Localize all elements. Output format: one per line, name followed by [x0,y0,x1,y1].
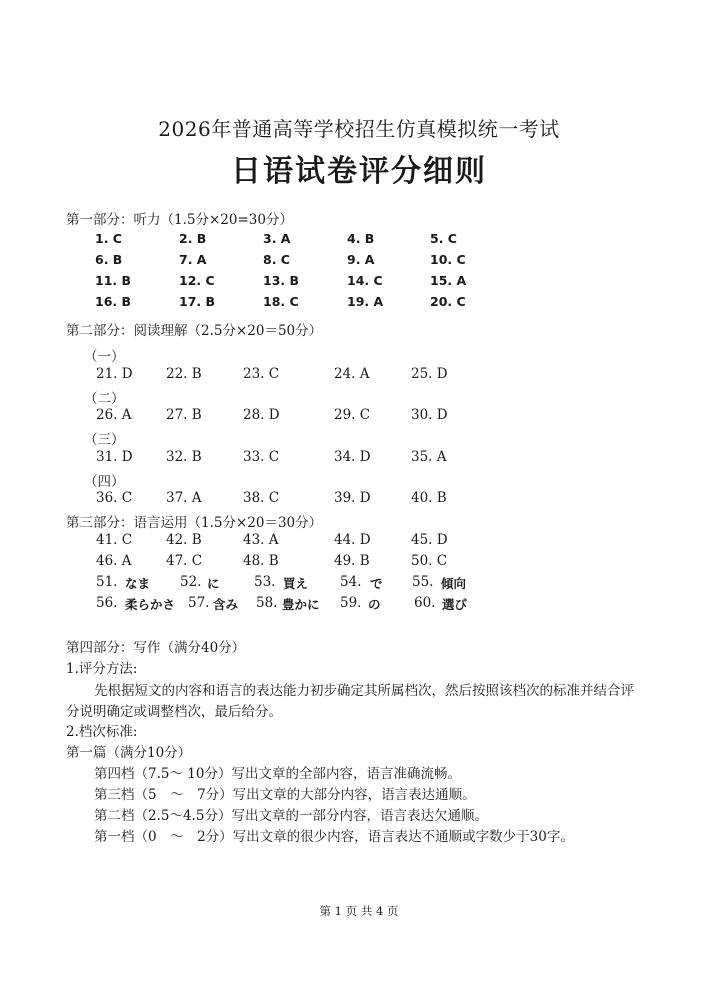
answer: 38. C [243,490,280,506]
answer: 50. C [411,553,448,569]
part4-heading: 第四部分：写作（满分40分） [66,640,246,656]
answer: 8. C [263,252,290,267]
level-1: 第一档（0 ～ 2分）写出文章的很少内容，语言表达不通顺或字数少于30字。 [94,829,574,845]
method-text-line-1: 先根据短文的内容和语言的表达能力初步确定其所属档次，然后按照该档次的标准并结合评 [94,683,634,699]
fill-answer: なま [125,576,151,591]
answer: 29. C [334,407,371,423]
answer: 10. C [430,252,466,267]
answer: 20. C [430,294,466,309]
question-number: 52. [180,574,202,590]
answer: 35. A [411,449,447,465]
group-label: （一） [84,349,125,365]
answer: 6. B [95,252,123,267]
answer: 24. A [334,366,370,382]
question-number: 55. [412,574,434,590]
answer: 17. B [179,294,216,309]
answer: 40. B [411,490,447,506]
fill-answer: に [207,576,220,591]
level-2: 第二档（2.5～4.5分）写出文章的一部分内容，语言表达欠通顺。 [94,808,488,824]
answer: 49. B [334,553,370,569]
level-4: 第四档（7.5～ 10分）写出文章的全部内容，语言准确流畅。 [94,766,461,782]
question-number: 51. [96,574,118,590]
answer: 26. A [96,407,132,423]
group-label: （四） [84,474,125,490]
answer: 45. D [411,532,448,548]
answer: 32. B [166,449,202,465]
part2-heading: 第二部分：阅读理解（2.5分×20＝50分） [66,323,323,339]
exam-title: 2026年普通高等学校招生仿真模拟统一考试 [158,117,560,141]
fill-answer: 含み [213,597,239,612]
answer: 27. B [166,407,202,423]
question-number: 53. [254,574,276,590]
answer: 36. C [96,490,133,506]
answer: 11. B [95,273,132,288]
answer: 15. A [430,273,467,288]
answer: 1. C [95,231,122,246]
answer: 42. B [166,532,202,548]
answer: 30. D [411,407,448,423]
answer: 33. C [243,449,280,465]
question-number: 60. [414,595,436,611]
fill-answer: 傾向 [441,576,467,591]
answer: 22. B [166,366,202,382]
fill-answer: で [370,576,383,591]
method-text-line-2: 分说明确定或调整档次，最后给分。 [66,704,282,720]
answer: 16. B [95,294,132,309]
part1-heading: 第一部分：听力（1.5分×20=30分） [66,212,293,228]
answer: 18. C [263,294,299,309]
question-number: 56. [96,595,118,611]
fill-answer: 選び [442,597,468,612]
answer: 34. D [334,449,371,465]
answer: 13. B [263,273,300,288]
answer: 2. B [179,231,207,246]
answer: 47. C [166,553,203,569]
method-title: 1.评分方法: [66,661,138,677]
fill-answer: 柔らかさ [125,597,176,612]
question-number: 58. [256,595,278,611]
answer: 4. B [347,231,375,246]
answer: 25. D [411,366,448,382]
answer: 12. C [179,273,215,288]
answer: 28. D [243,407,280,423]
standard-title: 2.档次标准: [66,724,138,740]
answer: 48. B [243,553,279,569]
answer: 41. C [96,532,133,548]
question-number: 57. [188,595,210,611]
answer: 37. A [166,490,202,506]
answer: 31. D [96,449,133,465]
answer: 46. A [96,553,132,569]
question-number: 59. [340,595,362,611]
level-3: 第三档（5 ～ 7分）写出文章的大部分内容，语言表达通顺。 [94,787,476,803]
question-number: 54. [340,574,362,590]
answer: 14. C [347,273,383,288]
answer: 44. D [334,532,371,548]
page-footer: 第 1 页 共 4 页 [319,904,399,918]
answer: 9. A [347,252,375,267]
fill-answer: 買え [283,576,309,591]
answer: 3. A [263,231,291,246]
answer: 7. A [179,252,207,267]
answer: 23. C [243,366,280,382]
answer: 5. C [430,231,457,246]
group-label: （三） [84,432,125,448]
fill-answer: の [368,597,381,612]
answer: 21. D [96,366,133,382]
answer: 39. D [334,490,371,506]
part3-heading: 第三部分：语言运用（1.5分×20＝30分） [66,515,323,531]
answer: 43. A [243,532,279,548]
group-label: （二） [84,391,125,407]
answer: 19. A [347,294,384,309]
document-title: 日语试卷评分细则 [231,154,487,189]
fill-answer: 豊かに [282,597,320,612]
essay-title: 第一篇（满分10分） [66,745,192,761]
